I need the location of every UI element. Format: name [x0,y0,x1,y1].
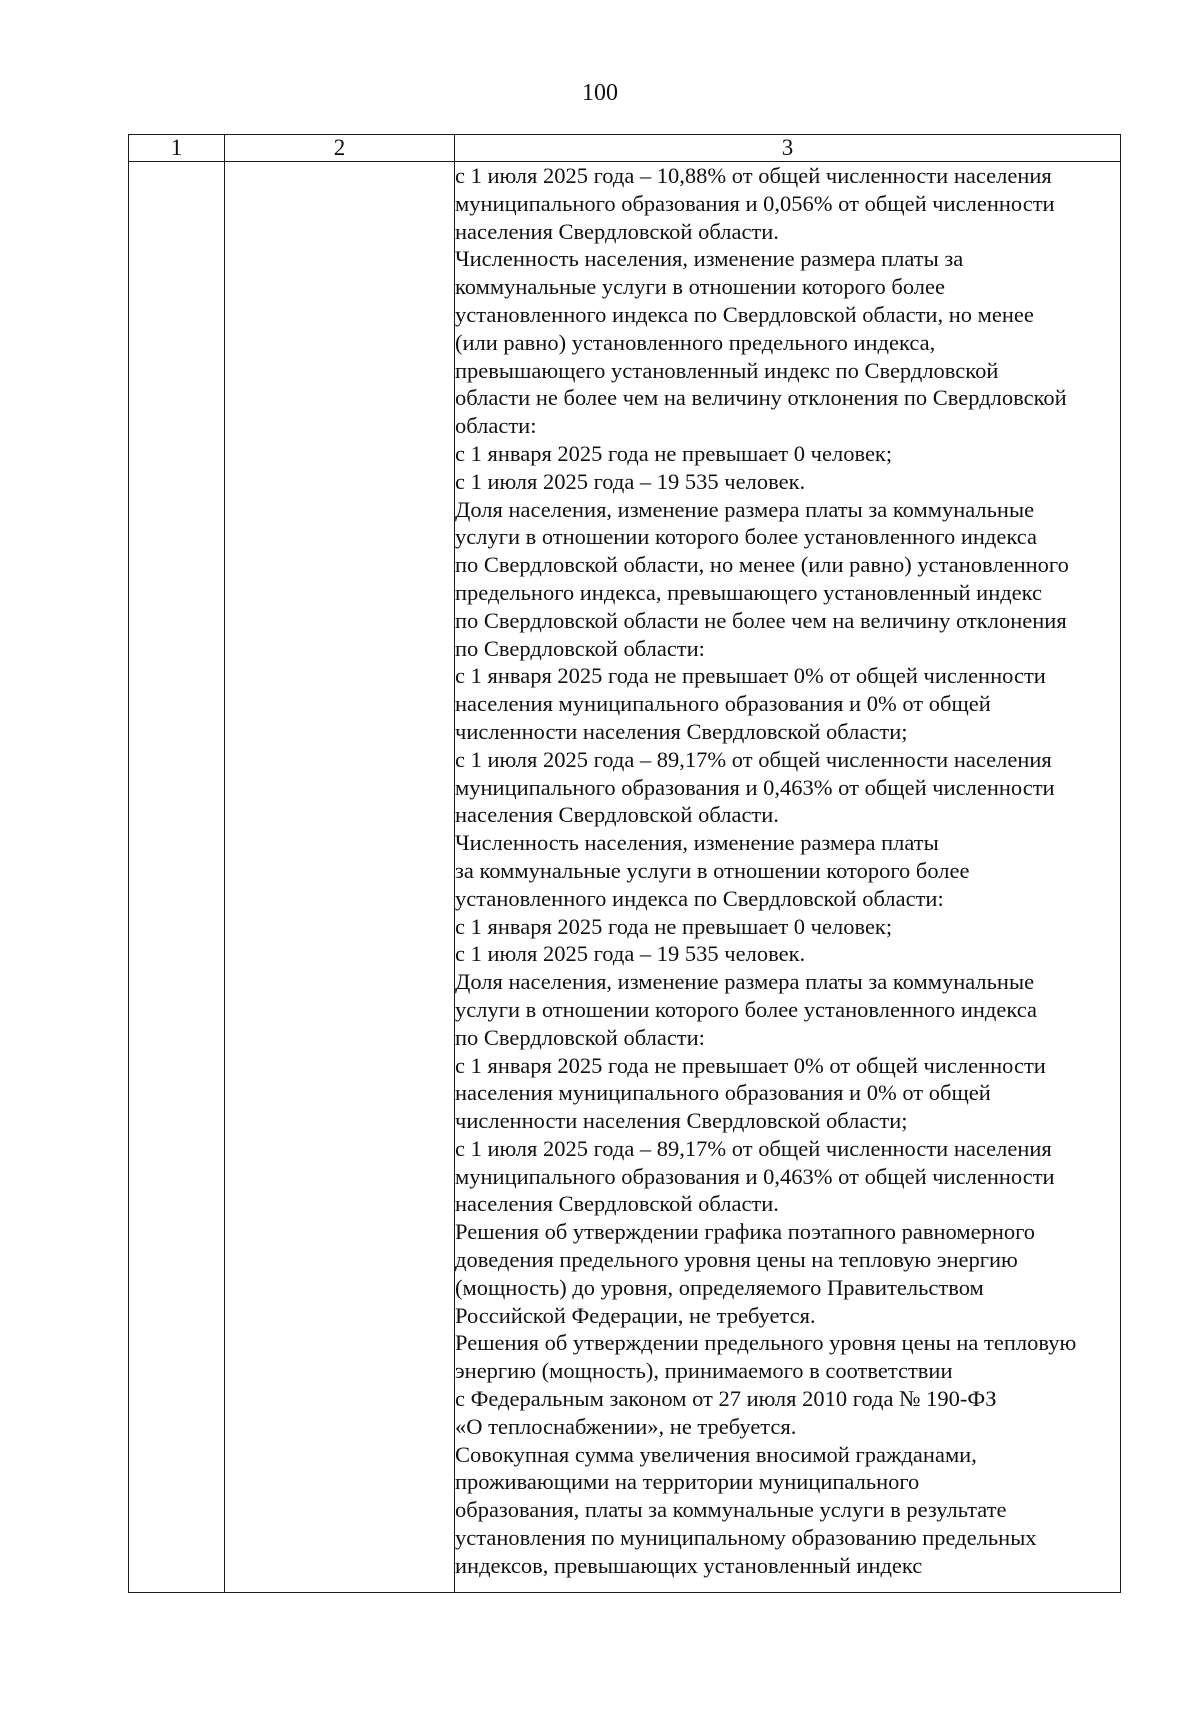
text-line: Численность населения, изменение размера платы [455,830,939,856]
text-line: проживающими на территории муниципального [455,1469,920,1495]
text-line: Совокупная сумма увеличения вносимой гражданами, [455,1441,977,1467]
text-line: с 1 июля 2025 года – 89,17% от общей численности населения [455,1135,1052,1161]
text-line: «О теплоснабжении», не требуется. [455,1413,797,1439]
text-line: с 1 января 2025 года не превышает 0% от общей численности [455,1052,1046,1078]
text-line: с 1 июля 2025 года – 19 535 человек. [455,468,806,494]
text-line: за коммунальные услуги в отношении которого более [455,857,970,883]
table-header-row [129,135,1121,162]
text-line: населения Свердловской области. [455,802,779,828]
text-line: превышающего установленный индекс по Свердловской [455,357,999,383]
text-line: доведения предельного уровня цены на тепловую энергию [455,1247,1018,1273]
text-line: с 1 июля 2025 года – 10,88% от общей численности населения [455,163,1052,188]
text-line: установленного индекса по Свердловской области, но менее [455,301,1034,327]
text-line: муниципального образования и 0,463% от общей численности [455,1163,1055,1189]
text-line: энергию (мощность), принимаемого в соответствии [455,1358,953,1384]
page-number: 100 [582,80,618,106]
text-line: с Федеральным законом от 27 июля 2010 года № 190-ФЗ [455,1386,997,1412]
text-line: (мощность) до уровня, определяемого Правительством [455,1274,984,1300]
text-line: коммунальные услуги в отношении которого более [455,274,945,300]
text-line: с 1 июля 2025 года – 19 535 человек. [455,941,806,967]
text-line: по Свердловской области: [455,1024,705,1050]
text-line: с 1 июля 2025 года – 89,17% от общей численности населения [455,746,1052,772]
text-line: Российской Федерации, не требуется. [455,1302,816,1328]
text-line: Решения об утверждении предельного уровня цены на тепловую [455,1330,1077,1356]
text-line: по Свердловской области: [455,635,705,661]
text-line: установленного индекса по Свердловской области: [455,885,944,911]
cell-col-2 [225,162,455,1593]
text-line: Доля населения, изменение размера платы за коммунальные [455,496,1035,522]
text-line: по Свердловской области не более чем на величину отклонения [455,607,1067,633]
column-header-2: 2 [225,135,455,162]
cell-col-1 [129,162,225,1593]
column-header-3: 3 [455,135,1121,162]
cell-text-block [455,162,1120,1580]
text-line: Доля населения, изменение размера платы за коммунальные [455,969,1035,995]
text-line: муниципального образования и 0,463% от общей численности [455,774,1055,800]
text-line: населения муниципального образования и 0% от общей [455,1080,991,1106]
text-line: муниципального образования и 0,056% от общей численности [455,190,1055,216]
text-line: установления по муниципальному образованию предельных [455,1525,1037,1551]
document-table [128,134,1121,1593]
text-line: с 1 января 2025 года не превышает 0% от общей численности [455,663,1046,689]
text-line: с 1 января 2025 года не превышает 0 человек; [455,440,893,466]
text-line: населения Свердловской области. [455,1191,779,1217]
column-header-1: 1 [129,135,225,162]
table-row [129,162,1121,1593]
text-line: по Свердловской области, но менее (или равно) установленного [455,552,1069,578]
text-line: индексов, превышающих установленный индекс [455,1552,923,1578]
text-line: образования, платы за коммунальные услуги в результате [455,1497,1007,1523]
text-line: предельного индекса, превышающего установленный индекс [455,579,1043,605]
text-line: услуги в отношении которого более установленного индекса [455,996,1037,1022]
text-line: населения Свердловской области. [455,218,779,244]
text-line: численности населения Свердловской области; [455,718,908,744]
text-line: Численность населения, изменение размера платы за [455,246,964,272]
text-line: численности населения Свердловской области; [455,1108,908,1134]
text-line: (или равно) установленного предельного индекса, [455,329,936,355]
text-line: области: [455,413,537,439]
text-line: Решения об утверждении графика поэтапного равномерного [455,1219,1036,1245]
cell-col-3 [455,162,1121,1593]
text-line: населения муниципального образования и 0% от общей [455,691,991,717]
text-line: области не более чем на величину отклонения по Свердловской [455,385,1067,411]
text-line: услуги в отношении которого более установленного индекса [455,524,1037,550]
text-line: с 1 января 2025 года не превышает 0 человек; [455,913,893,939]
